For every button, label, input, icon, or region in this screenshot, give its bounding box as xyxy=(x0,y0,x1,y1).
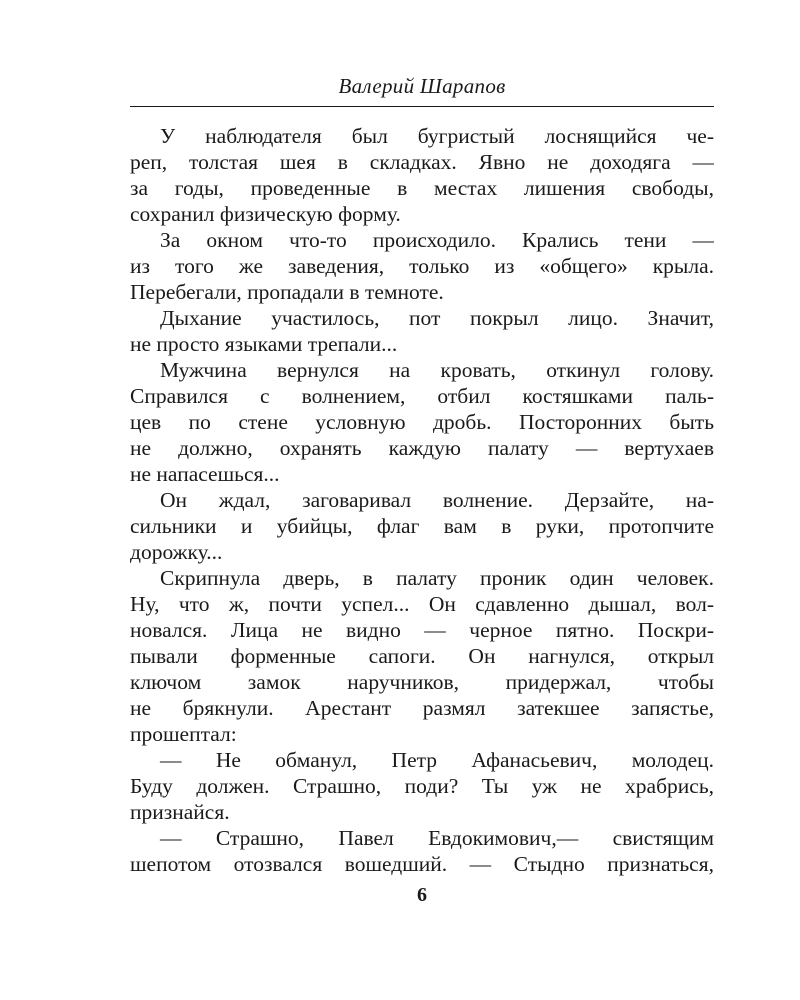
text-line: не просто языками трепали... xyxy=(130,332,398,356)
text-line: сохранил физическую форму. xyxy=(130,202,401,226)
text-line: не напасешься... xyxy=(130,462,280,486)
text-line: Перебегали, пропадали в темноте. xyxy=(130,280,444,304)
text-line: Он ждал, заговаривал волнение. Дерзайте, на- xyxy=(160,488,714,512)
text-line: за годы, проведенные в местах лишения свободы, xyxy=(130,176,714,200)
text-line: Ну, что ж, почти успел... Он сдавленно дышал, вол- xyxy=(130,592,714,616)
text-line: сильники и убийцы, флаг вам в руки, протопчите xyxy=(130,514,714,538)
page-number: 6 xyxy=(417,884,427,906)
text-line: цев по стене условную дробь. Посторонних быть xyxy=(130,410,714,434)
text-line: У наблюдателя был бугристый лоснящийся че- xyxy=(160,124,714,148)
text-line: дорожку... xyxy=(130,540,223,564)
text-line: прошептал: xyxy=(130,722,237,746)
text-line: Мужчина вернулся на кровать, откинул голову. xyxy=(160,358,714,382)
text-line: Скрипнула дверь, в палату проник один человек. xyxy=(160,566,714,590)
text-line: ключом замок наручников, придержал, чтобы xyxy=(130,670,714,694)
text-line: Дыхание участилось, пот покрыл лицо. Значит, xyxy=(160,306,714,330)
text-line: Справился с волнением, отбил костяшками паль- xyxy=(130,384,714,408)
text-line: шепотом отозвался вошедший. — Стыдно признаться, xyxy=(130,852,714,876)
text-line: признайся. xyxy=(130,800,230,824)
header-rule xyxy=(130,106,714,107)
text-line: из того же заведения, только из «общего» крыла. xyxy=(130,254,714,278)
text-line: — Страшно, Павел Евдокимович,— свистящим xyxy=(160,826,714,850)
body-text xyxy=(130,123,714,877)
text-line: новался. Лица не видно — черное пятно. Поскри- xyxy=(130,618,714,642)
text-line: реп, толстая шея в складках. Явно не доходяга — xyxy=(130,150,714,174)
text-line: Буду должен. Страшно, поди? Ты уж не храбрись, xyxy=(130,774,714,798)
running-head-author: Валерий Шарапов xyxy=(338,74,506,98)
text-line: не брякнули. Арестант размял затекшее запястье, xyxy=(130,696,714,720)
text-line: не должно, охранять каждую палату — вертухаев xyxy=(130,436,714,460)
text-line: пывали форменные сапоги. Он нагнулся, открыл xyxy=(130,644,714,668)
text-line: — Не обманул, Петр Афанасьевич, молодец. xyxy=(160,748,714,772)
text-line: За окном что-то происходило. Крались тени — xyxy=(160,228,714,252)
